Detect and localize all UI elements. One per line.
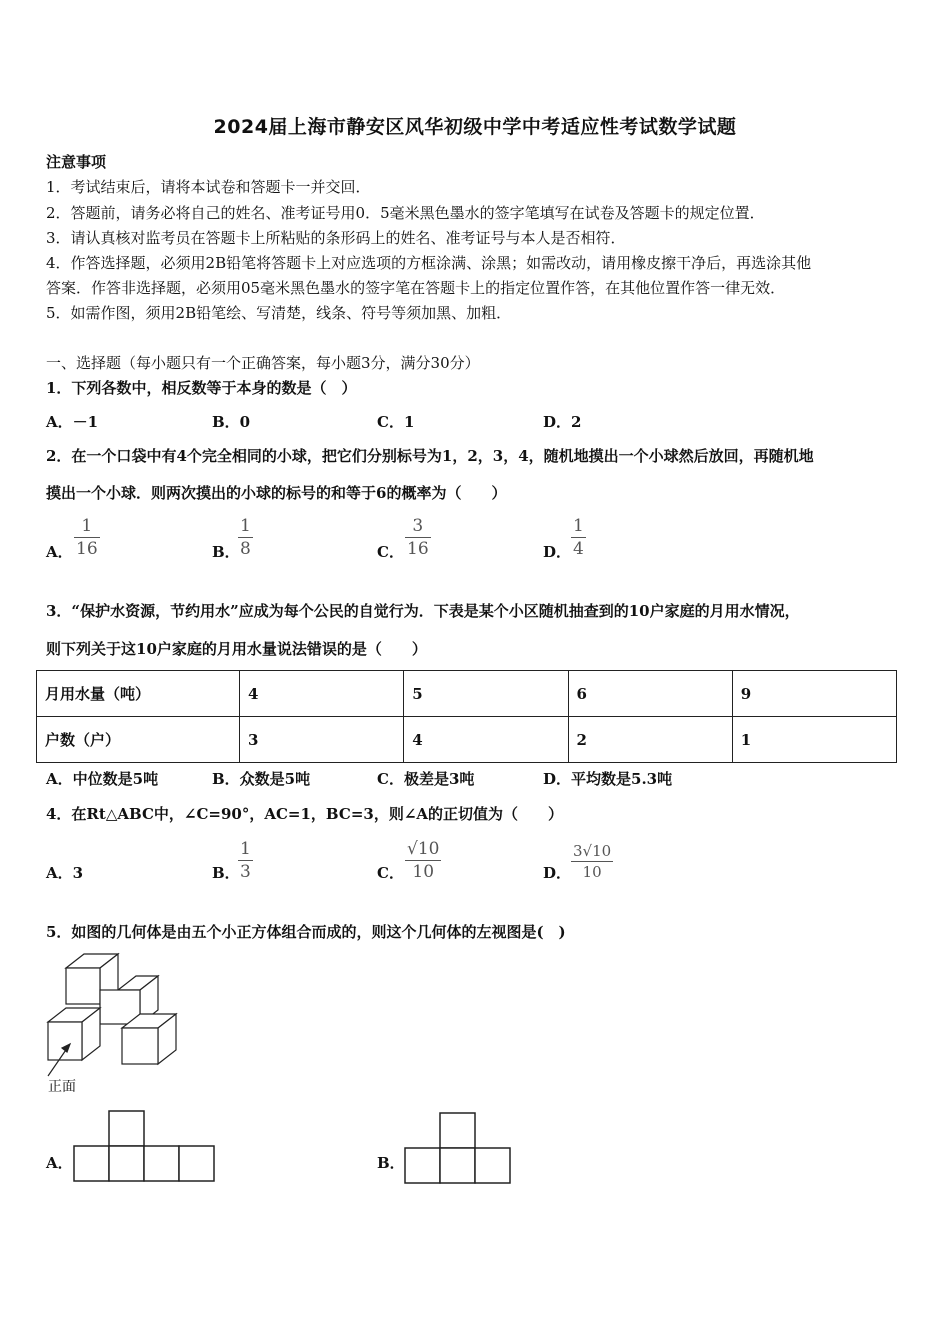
question-2-stem: 2．在一个口袋中有4个完全相同的小球，把它们分别标号为1，2，3，4，随机地摸出一个小球然后放回，再随机地 bbox=[46, 447, 814, 465]
notice-item: 4．作答选择题，必须用2B铅笔将答题卡上对应选项的方框涂满、涂黑；如需改动，请用橡皮擦干净后，再选涂其他 bbox=[46, 254, 812, 272]
q2-fraction-b: $\frac{1}{8}$ bbox=[240, 516, 251, 559]
table-cell: 1 bbox=[732, 717, 896, 763]
table-cell: 9 bbox=[732, 671, 896, 717]
table-cell: 5 bbox=[404, 671, 568, 717]
notice-item: 5．如需作图，须用2B铅笔绘、写清楚，线条、符号等须加黑、加粗． bbox=[46, 304, 512, 322]
notice-item: 1．考试结束后，请将本试卷和答题卡一并交回． bbox=[46, 178, 371, 196]
water-usage-table bbox=[36, 670, 897, 763]
table-cell: 户数（户） bbox=[37, 717, 240, 763]
question-5-stem: 5．如图的几何体是由五个小正方体组合而成的，则这个几何体的左视图是( ) bbox=[46, 923, 566, 941]
q2-option-a[interactable]: A． bbox=[46, 543, 73, 561]
table-row bbox=[37, 717, 897, 763]
notice-item: 答案．作答非选择题，必须用05毫米黑色墨水的签字笔在答题卡上的指定位置作答，在其他位置作答一律无效． bbox=[46, 279, 786, 297]
question-2-stem: 摸出一个小球．则两次摸出的小球的标号的和等于6的概率为（ ） bbox=[46, 484, 507, 502]
q5-option-b-figure bbox=[403, 1110, 513, 1184]
q2-fraction-a: $\frac{1}{16}$ bbox=[76, 516, 98, 559]
table-cell: 6 bbox=[568, 671, 732, 717]
cube-front-face bbox=[66, 968, 100, 1004]
notice-item: 3．请认真核对监考员在答题卡上所粘贴的条形码上的姓名、准考证号与本人是否相符． bbox=[46, 229, 626, 247]
page-title: 2024届上海市静安区风华初级中学中考适应性考试数学试题 bbox=[213, 116, 737, 138]
q5-option-a-figure bbox=[72, 1108, 216, 1182]
q4-fraction-c: $\frac{√10}{10}$ bbox=[407, 839, 440, 882]
q1-option-c[interactable]: C．1 bbox=[377, 413, 415, 431]
question-4-stem: 4．在Rt△ABC中，∠C=90°，AC=1，BC=3，则∠A的正切值为（ ） bbox=[46, 805, 564, 823]
square bbox=[475, 1148, 510, 1183]
question-1-stem: 1．下列各数中，相反数等于本身的数是（ ） bbox=[46, 379, 357, 397]
q1-option-d[interactable]: D．2 bbox=[543, 413, 582, 431]
q3-option-c[interactable]: C．极差是3吨 bbox=[377, 770, 475, 788]
square bbox=[405, 1148, 440, 1183]
square bbox=[109, 1111, 144, 1146]
q4-option-c[interactable]: C． bbox=[377, 864, 404, 882]
table-cell: 4 bbox=[404, 717, 568, 763]
q1-option-a[interactable]: A．－1 bbox=[46, 413, 99, 431]
q2-fraction-d: $\frac{1}{4}$ bbox=[573, 516, 584, 559]
square bbox=[440, 1113, 475, 1148]
notice-item: 2．答题前，请务必将自己的姓名、准考证号用0．5毫米黑色墨水的签字笔填写在试卷及答题卡的规定位置． bbox=[46, 204, 765, 222]
square bbox=[109, 1146, 144, 1181]
q5-option-b[interactable]: B． bbox=[377, 1154, 405, 1172]
q3-option-a[interactable]: A．中位数是5吨 bbox=[46, 770, 159, 788]
q4-fraction-b: $\frac{1}{3}$ bbox=[240, 839, 251, 882]
question-3-stem: 则下列关于这10户家庭的月用水量说法错误的是（ ） bbox=[46, 640, 427, 658]
q5-option-a[interactable]: A． bbox=[46, 1154, 73, 1172]
table-cell: 3 bbox=[240, 717, 404, 763]
section-heading: 一、选择题（每小题只有一个正确答案，每小题3分，满分30分） bbox=[46, 354, 480, 372]
square bbox=[440, 1148, 475, 1183]
q4-option-b[interactable]: B． bbox=[212, 864, 240, 882]
square bbox=[74, 1146, 109, 1181]
question-3-stem: 3．“保护水资源，节约用水”应成为每个公民的自觉行为．下表是某个小区随机抽查到的10户家庭的月用水情况， bbox=[46, 602, 800, 620]
table-cell: 4 bbox=[240, 671, 404, 717]
table-cell: 2 bbox=[568, 717, 732, 763]
q2-option-c[interactable]: C． bbox=[377, 543, 404, 561]
q2-fraction-c: $\frac{3}{16}$ bbox=[407, 516, 429, 559]
front-label: 正面 bbox=[48, 1079, 76, 1095]
q2-option-d[interactable]: D． bbox=[543, 543, 572, 561]
q2-option-b[interactable]: B． bbox=[212, 543, 240, 561]
table-cell: 月用水量（吨） bbox=[37, 671, 240, 717]
q3-option-d[interactable]: D．平均数是5.3吨 bbox=[543, 770, 673, 788]
cube-front-face bbox=[48, 1022, 82, 1060]
q1-option-b[interactable]: B．0 bbox=[212, 413, 251, 431]
q4-fraction-d: $\frac{3√10}{10}$ bbox=[573, 842, 612, 881]
table-row bbox=[37, 671, 897, 717]
q3-option-b[interactable]: B．众数是5吨 bbox=[212, 770, 311, 788]
cube-front-face bbox=[122, 1028, 158, 1064]
notice-heading: 注意事项 bbox=[46, 153, 107, 171]
square bbox=[179, 1146, 214, 1181]
q4-option-d[interactable]: D． bbox=[543, 864, 572, 882]
q4-option-a[interactable]: A．3 bbox=[46, 864, 84, 882]
square bbox=[144, 1146, 179, 1181]
